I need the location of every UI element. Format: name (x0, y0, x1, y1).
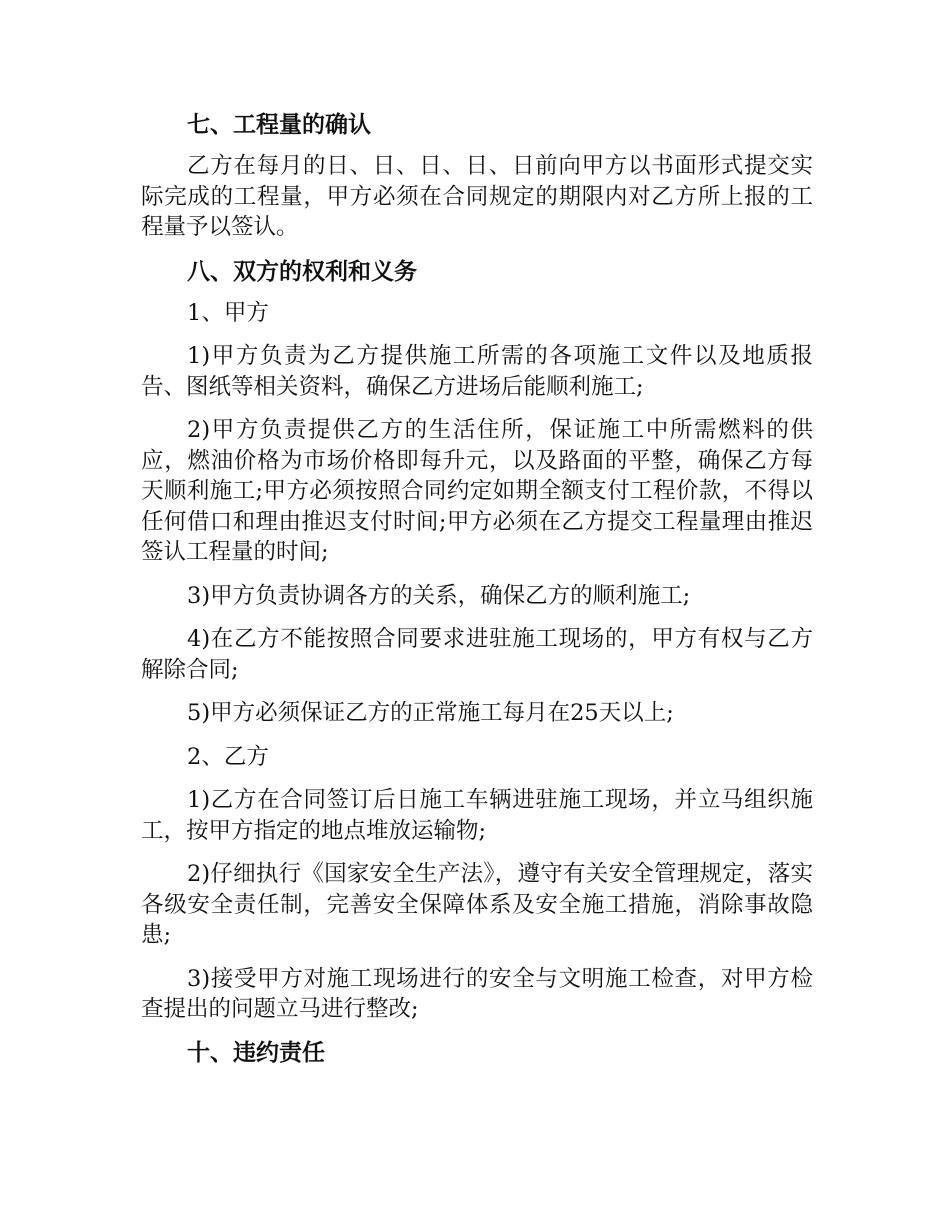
party-a-item-3: 3)甲方负责协调各方的关系，确保乙方的顺利施工; (187, 582, 691, 609)
document-page (141, 110, 813, 1079)
party-a-label: 1、甲方 (187, 299, 269, 326)
party-b-item-2: 2)仔细执行《国家安全生产法》，遵守有关安全管理规定，落实各级安全责任制，完善安全保障体系及安全施工措施，消除事故隐患; (141, 861, 813, 948)
party-a-item-5: 5)甲方必须保证乙方的正常施工每月在25天以上; (187, 700, 674, 726)
section-heading-liability: 十、违约责任 (187, 1039, 325, 1066)
party-a-item-2: 2)甲方负责提供乙方的生活住所，保证施工中所需燃料的供应，燃油价格为市场价格即每升元，以及路面的平整，确保乙方每天顺利施工;甲方必须按照合同约定如期全额支付工程价款，不得以任何借口和理由推迟支付时间;甲方必须在乙方提交工程量理由推迟签认工程量的时间; (141, 417, 813, 565)
party-a-item-1: 1)甲方负责为乙方提供施工所需的各项施工文件以及地质报告、图纸等相关资料，确保乙方进场后能顺利施工; (141, 343, 813, 400)
party-b-item-1: 1)乙方在合同签订后日施工车辆进驻施工现场，并立马组织施工，按甲方指定的地点堆放运输物; (141, 787, 813, 844)
party-b-item-3: 3)接受甲方对施工现场进行的安全与文明施工检查，对甲方检查提出的问题立马进行整改; (141, 965, 813, 1022)
paragraph-quantity-confirmation: 乙方在每月的日、日、日、日、日前向甲方以书面形式提交实际完成的工程量，甲方必须在合同规定的期限内对乙方所上报的工程量予以签认。 (141, 153, 813, 240)
section-heading-rights-obligations: 八、双方的权利和义务 (187, 258, 417, 285)
party-a-item-4: 4)在乙方不能按照合同要求进驻施工现场的，甲方有权与乙方解除合同; (141, 626, 813, 683)
section-heading-quantity-confirmation: 七、工程量的确认 (187, 112, 371, 138)
party-b-label: 2、乙方 (187, 743, 269, 770)
